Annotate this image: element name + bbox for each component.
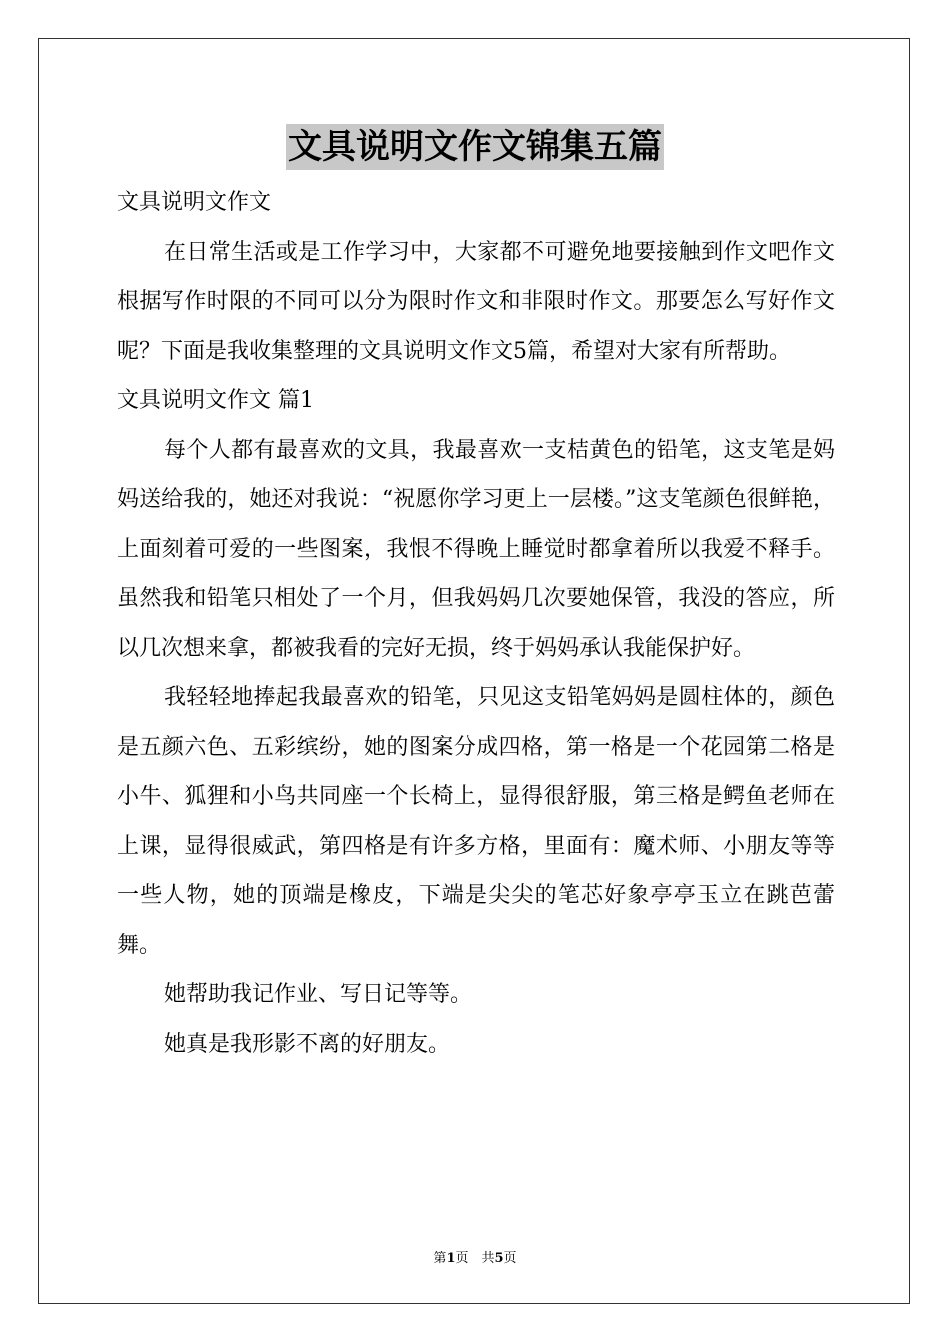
paragraph: 每个人都有最喜欢的文具，我最喜欢一支桔黄色的铅笔，这支笔是妈妈送给我的，她还对我说：“祝愿你学习更上一层楼。”这支笔颜色很鲜艳，上面刻着可爱的一些图案，我恨不得晚上睡觉时都拿着所以我爱不释手。虽然我和铅笔只相处了一个月，但我妈妈几次要她保管，我没的答应，所以几次想来拿，都被我看的完好无损，终于妈妈承认我能保护好。 xyxy=(117,437,835,661)
paragraph: 她帮助我记作业、写日记等等。 xyxy=(164,982,473,1007)
footer-suffix: 页 xyxy=(503,1251,517,1266)
paragraph: 我轻轻地捧起我最喜欢的铅笔，只见这支铅笔妈妈是圆柱体的，颜色是五颜六色、五彩缤纷，她的图案分成四格，第一格是一个花园第二格是小牛、狐狸和小鸟共同座一个长椅上，显得很舒服，第三格是鳄鱼老师在上课，显得很威武，第四格是有许多方格，里面有：魔术师、小朋友等等一些人物，她的顶端是橡皮，下端是尖尖的笔芯好象亭亭玉立在跳芭蕾舞。 xyxy=(117,685,835,958)
document-title: 文具说明文作文锦集五篇 xyxy=(286,124,664,170)
page-footer xyxy=(0,1247,950,1266)
footer-mid: 页 共 xyxy=(455,1251,495,1266)
footer-prefix: 第 xyxy=(433,1251,447,1266)
page-total-number: 5 xyxy=(494,1251,504,1266)
page-current-number: 1 xyxy=(446,1251,456,1266)
document-body xyxy=(117,178,835,1069)
paragraph-intro: 在日常生活或是工作学习中，大家都不可避免地要接触到作文吧作文根据写作时限的不同可以分为限时作文和非限时作文。那要怎么写好作文呢？下面是我收集整理的文具说明文作文5篇，希望对大家有所帮助。 xyxy=(117,239,835,364)
title-container xyxy=(0,124,950,170)
section-heading: 文具说明文作文 篇1 xyxy=(117,388,314,413)
section-heading: 文具说明文作文 xyxy=(117,190,272,215)
paragraph: 她真是我形影不离的好朋友。 xyxy=(164,1031,451,1057)
